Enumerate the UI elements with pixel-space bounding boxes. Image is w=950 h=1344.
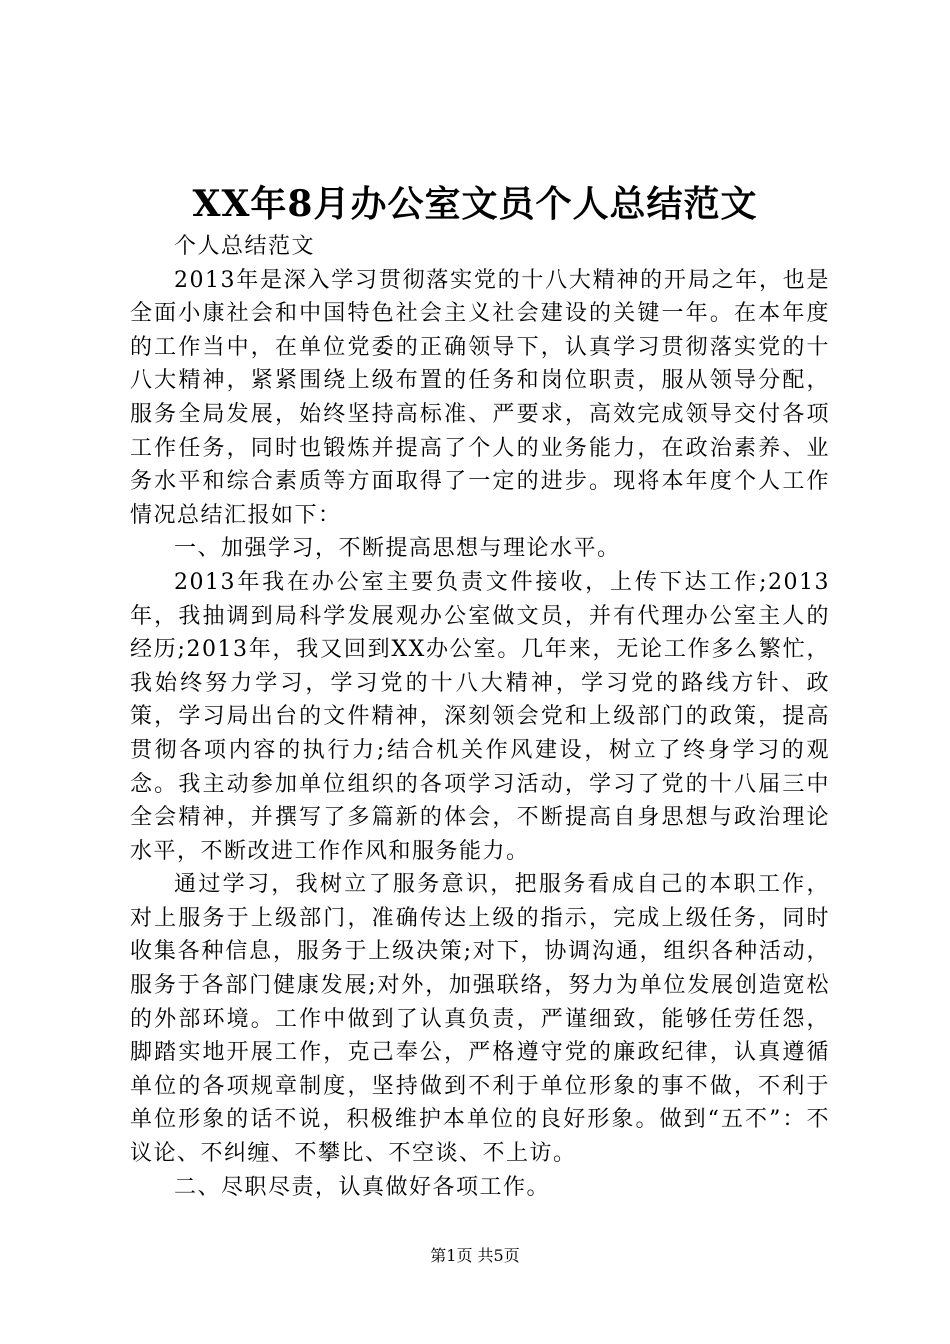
paragraph-subtitle: 个人总结范文	[174, 234, 316, 259]
paragraph-study: 2013年我在办公室主要负责文件接收，上传下达工作;2013年，我抽调到局科学发展观办公室做文员，并有代理办公室主人的经历;2013年，我又回到XX办公室。几年来，无论工作多么繁忙，我始终努力学习，学习党的十八大精神，学习党的路线方针、政策，学习局出台的文件精神，深刻领会党和上级部门的政策，提高贯彻各项内容的执行力;结合机关作风建设，树立了终身学习的观念。我主动参加单位组织的各项学习活动，学习了党的十八届三中全会精神，并撰写了多篇新的体会，不断提高自身思想与政治理论水平，不断改进工作作风和服务能力。	[130, 569, 830, 864]
section-heading-2: 二、尽职尽责，认真做好各项工作。	[174, 1174, 551, 1200]
paragraph-service: 通过学习，我树立了服务意识，把服务看成自己的本职工作，对上服务于上级部门，准确传达上级的指示，完成上级任务，同时收集各种信息，服务于上级决策;对下，协调沟通，组织各种活动，服务于各部门健康发展;对外，加强联络，努力为单位发展创造宽松的外部环境。工作中做到了认真负责，严谨细致，能够任劳任怨，脚踏实地开展工作，克己奉公，严格遵守党的廉政纪律，认真遵循单位的各项规章制度，坚持做到不利于单位形象的事不做，不利于单位形象的话不说，积极维护本单位的良好形象。做到“五不”：不议论、不纠缠、不攀比、不空谈、不上访。	[130, 872, 830, 1167]
paragraph-intro: 2013年是深入学习贯彻落实党的十八大精神的开局之年，也是全面小康社会和中国特色社会主义社会建设的关键一年。在本年度的工作当中，在单位党委的正确领导下，认真学习贯彻落实党的十八大精神，紧紧围绕上级布置的任务和岗位职责，服从领导分配，服务全局发展，始终坚持高标准、严要求，高效完成领导交付各项工作任务，同时也锻炼并提高了个人的业务能力，在政治素养、业务水平和综合素质等方面取得了一定的进步。现将本年度个人工作情况总结汇报如下：	[130, 267, 830, 528]
document-title: XX年8月办公室文员个人总结范文	[192, 183, 758, 225]
page-footer: 第1页 共5页	[430, 1246, 520, 1265]
document-body	[130, 230, 830, 1204]
section-heading-1: 一、加强学习，不断提高思想与理论水平。	[174, 536, 621, 562]
